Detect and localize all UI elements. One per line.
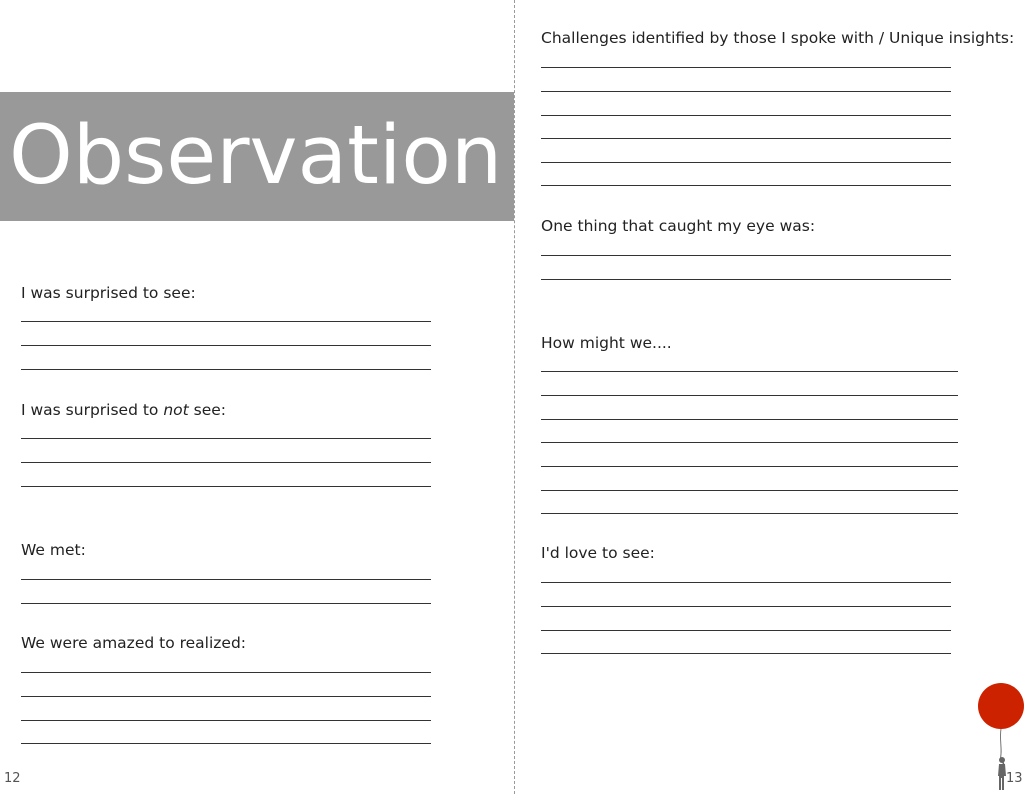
- prompt-text: I was surprised to see:: [21, 284, 196, 302]
- writing-line[interactable]: [541, 138, 951, 139]
- prompt-text: We were amazed to realized:: [21, 634, 247, 652]
- writing-line[interactable]: [21, 369, 431, 370]
- prompt-love-to-see: I'd love to see:: [541, 544, 655, 562]
- prompt-challenges: Challenges identified by those I spoke with / Unique insights:: [541, 29, 1015, 47]
- writing-line[interactable]: [21, 696, 431, 697]
- writing-line[interactable]: [21, 579, 431, 580]
- writing-line[interactable]: [21, 438, 431, 439]
- writing-line[interactable]: [21, 321, 431, 322]
- writing-line[interactable]: [21, 486, 431, 487]
- prompt-surprised-not: [21, 400, 226, 420]
- writing-line[interactable]: [541, 442, 958, 443]
- writing-line[interactable]: [541, 582, 951, 583]
- prompt-amazed: [21, 633, 246, 653]
- page-number-left: 12: [4, 771, 21, 786]
- writing-line[interactable]: [541, 513, 958, 514]
- page-divider: [514, 0, 515, 794]
- prompt-text-end: see:: [188, 401, 227, 419]
- writing-line[interactable]: [21, 743, 431, 744]
- writing-line[interactable]: [541, 630, 951, 631]
- writing-line[interactable]: [541, 115, 951, 116]
- writing-line[interactable]: [541, 255, 951, 256]
- writing-line[interactable]: [541, 419, 958, 420]
- writing-line[interactable]: [21, 345, 431, 346]
- person-silhouette-icon: [998, 757, 1006, 790]
- prompt-emphasis: not: [163, 401, 189, 419]
- writing-line[interactable]: [541, 653, 951, 654]
- writing-line[interactable]: [541, 606, 951, 607]
- writing-line[interactable]: [541, 490, 958, 491]
- prompt-we-met: [21, 540, 86, 560]
- writing-line[interactable]: [541, 162, 951, 163]
- page-number-right: 13: [1006, 771, 1023, 786]
- writing-line[interactable]: [21, 720, 431, 721]
- prompt-surprised: [21, 283, 196, 303]
- writing-line[interactable]: [541, 466, 958, 467]
- writing-line[interactable]: [541, 395, 958, 396]
- writing-line[interactable]: [541, 185, 951, 186]
- writing-line[interactable]: [21, 603, 431, 604]
- writing-line[interactable]: [541, 279, 951, 280]
- writing-line[interactable]: [21, 672, 431, 673]
- writing-line[interactable]: [541, 91, 951, 92]
- writing-line[interactable]: [541, 371, 958, 372]
- prompt-text: We met:: [21, 541, 86, 559]
- prompt-caught-eye: One thing that caught my eye was:: [541, 217, 816, 235]
- writing-line[interactable]: [541, 67, 951, 68]
- page-title: Observation: [9, 109, 503, 203]
- prompt-text: I was surprised to: [21, 401, 164, 419]
- prompt-how-might: How might we....: [541, 334, 672, 352]
- writing-line[interactable]: [21, 462, 431, 463]
